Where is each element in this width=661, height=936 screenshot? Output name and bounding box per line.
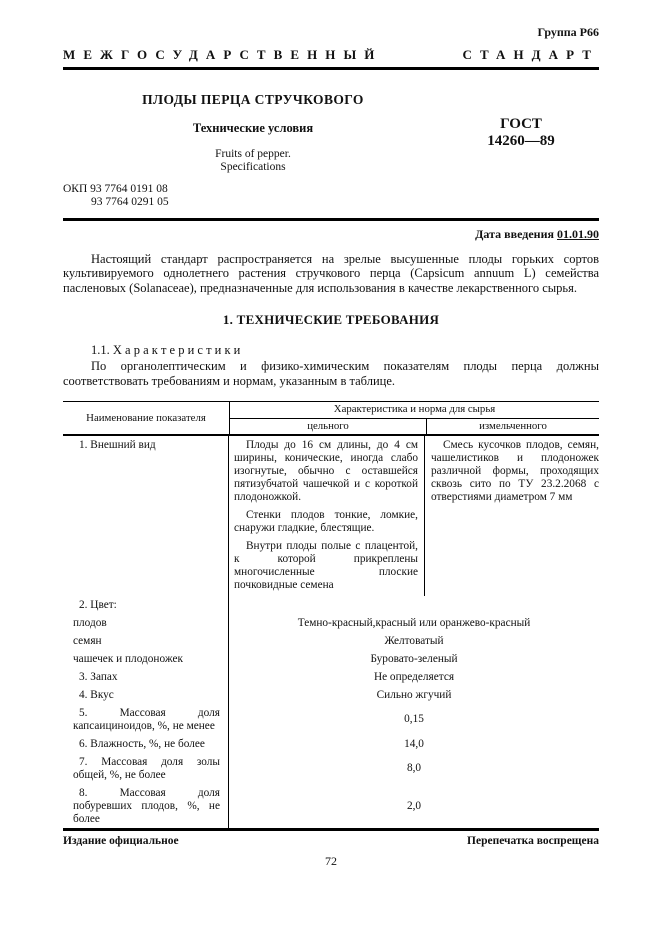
gost-number: 14260—89 (487, 133, 555, 150)
row-label-cell (63, 704, 229, 735)
row-label: чашечек и плодоножек (73, 652, 183, 665)
page-footer (63, 835, 599, 847)
section-1-title: 1. ТЕХНИЧЕСКИЕ ТРЕБОВАНИЯ (222, 312, 440, 328)
row-label-cell (63, 436, 229, 596)
table-subheader (230, 419, 599, 434)
column-header-group (230, 402, 599, 434)
date-label: Дата введения (475, 226, 554, 241)
introduction-date (63, 227, 599, 242)
row-value (229, 596, 599, 614)
row-label: 8. Массовая доля побуревших плодов, %, не более (73, 786, 220, 825)
row-label-cell (63, 735, 229, 753)
scope-paragraph: Настоящий стандарт распространяется на зрелые высушенные плоды горьких сортов культивируемого однолетнего растения стручкового перца (Capsicum annuum L) семейства пасленовых (Solanaceae), предназначенные для использования в качестве лекарственного сырья. (63, 251, 599, 295)
appearance-whole-p3: Внутри плоды полые с плацентой, к которой прикреплены многочисленные плоские почковидные семена (234, 539, 418, 591)
date-value: 01.01.90 (557, 226, 599, 241)
row-label: семян (73, 634, 102, 647)
row-label-cell (63, 753, 229, 784)
footer-official-edition: Издание официальное (63, 834, 179, 847)
table-row-ash (63, 753, 599, 784)
page-number: 72 (325, 853, 337, 868)
row-value: Желтоватый (384, 634, 444, 647)
column-header-whole: цельного (230, 419, 427, 434)
row-value: Сильно жгучий (376, 688, 452, 701)
title-english-line1: Fruits of pepper. (215, 148, 291, 160)
footer-reprint-notice: Перепечатка воспрещена (467, 834, 599, 847)
header-rule (63, 67, 599, 70)
table-row-capsaicinoids (63, 704, 599, 735)
footer-rule (63, 828, 599, 831)
title-left-column (63, 92, 443, 174)
title-block (63, 92, 599, 174)
table-row-moisture (63, 735, 599, 753)
row-value: 8,0 (406, 762, 422, 775)
standard-word-2: СТАНДАРТ (462, 47, 599, 62)
okp-line-1: ОКП 93 7764 0191 08 (63, 183, 168, 196)
document-subtitle: Технические условия (192, 121, 314, 135)
row-label-cell (63, 784, 229, 828)
row-label: 7. Массовая доля золы общей, %, не более (73, 755, 220, 781)
document-title: ПЛОДЫ ПЕРЦА СТРУЧКОВОГО (142, 92, 364, 107)
row-label: 6. Влажность, %, не более (79, 737, 205, 750)
okp-line-2: 93 7764 0291 05 (91, 196, 169, 209)
clause-1-1-text: По органолептическим и физико-химическим показателям плоды перца должны соответствовать требованиям и нормам, указанным в таблице. (63, 359, 599, 388)
appearance-ground-cell (425, 436, 599, 596)
group-code: Группа Р66 (537, 25, 599, 39)
table-row-color-calyx (63, 650, 599, 668)
column-header-indicator-name: Наименование показателя (63, 402, 230, 434)
row-value: 0,15 (404, 713, 424, 726)
row-label-cell (63, 650, 229, 668)
row-label: 4. Вкус (79, 688, 114, 701)
row-label: плодов (73, 616, 107, 629)
table-row-taste (63, 686, 599, 704)
row-label-cell (63, 614, 229, 632)
row-label: 5. Массовая доля капсаициноидов, %, не менее (73, 706, 220, 732)
appearance-whole-p1: Плоды до 16 см длины, до 4 см ширины, конические, иногда слабо изогнутые, обычно с оставшейся пятизубчатой чашечкой и с короткой плодоножкой. (234, 439, 418, 503)
okp-codes (63, 183, 599, 208)
appearance-ground-text: Смесь кусочков плодов, семян, чашелистиков и плодоножек различной формы, проходящих сквозь сито по ТУ 23.2.2068 с отверстиями диаметром 7 мм (431, 439, 599, 503)
row-label: 2. Цвет: (79, 598, 117, 611)
document-title-english (63, 148, 443, 174)
appearance-whole-p2: Стенки плодов тонкие, ломкие, снаружи гладкие, блестящие. (234, 508, 418, 534)
page-content (63, 0, 599, 869)
row-label-cell (63, 668, 229, 686)
table-row-appearance (63, 436, 599, 596)
row-label-cell (63, 632, 229, 650)
row-label-cell (63, 596, 229, 614)
row-value: 14,0 (404, 737, 424, 750)
row-value: 2,0 (406, 799, 422, 812)
row-label-cell (63, 686, 229, 704)
standard-word-1: МЕЖГОСУДАРСТВЕННЫЙ (63, 47, 383, 62)
row-value: Буровато-зеленый (370, 652, 458, 665)
table-header (63, 402, 599, 436)
column-header-characteristic: Характеристика и норма для сырья (230, 402, 599, 418)
table-row-browned-fruits (63, 784, 599, 828)
table-row-odor (63, 668, 599, 686)
appearance-whole-cell (229, 436, 425, 596)
table-row-color-fruits (63, 614, 599, 632)
requirements-table (63, 401, 599, 827)
standard-type-heading (63, 47, 599, 63)
table-row-color-seeds (63, 632, 599, 650)
row-value: Темно-красный,красный или оранжево-красный (297, 616, 531, 629)
row-label: 3. Запах (79, 670, 118, 683)
row-label: 1. Внешний вид (79, 439, 156, 452)
row-value: Не определяется (373, 670, 455, 683)
separator-rule (63, 218, 599, 221)
gost-label: ГОСТ (500, 116, 542, 132)
column-header-ground: измельченного (479, 419, 547, 432)
clause-1-1-heading: 1.1. Х а р а к т е р и с т и к и (91, 343, 241, 358)
table-row-color (63, 596, 599, 614)
title-english-line2: Specifications (220, 161, 286, 174)
gost-designation (443, 92, 599, 174)
